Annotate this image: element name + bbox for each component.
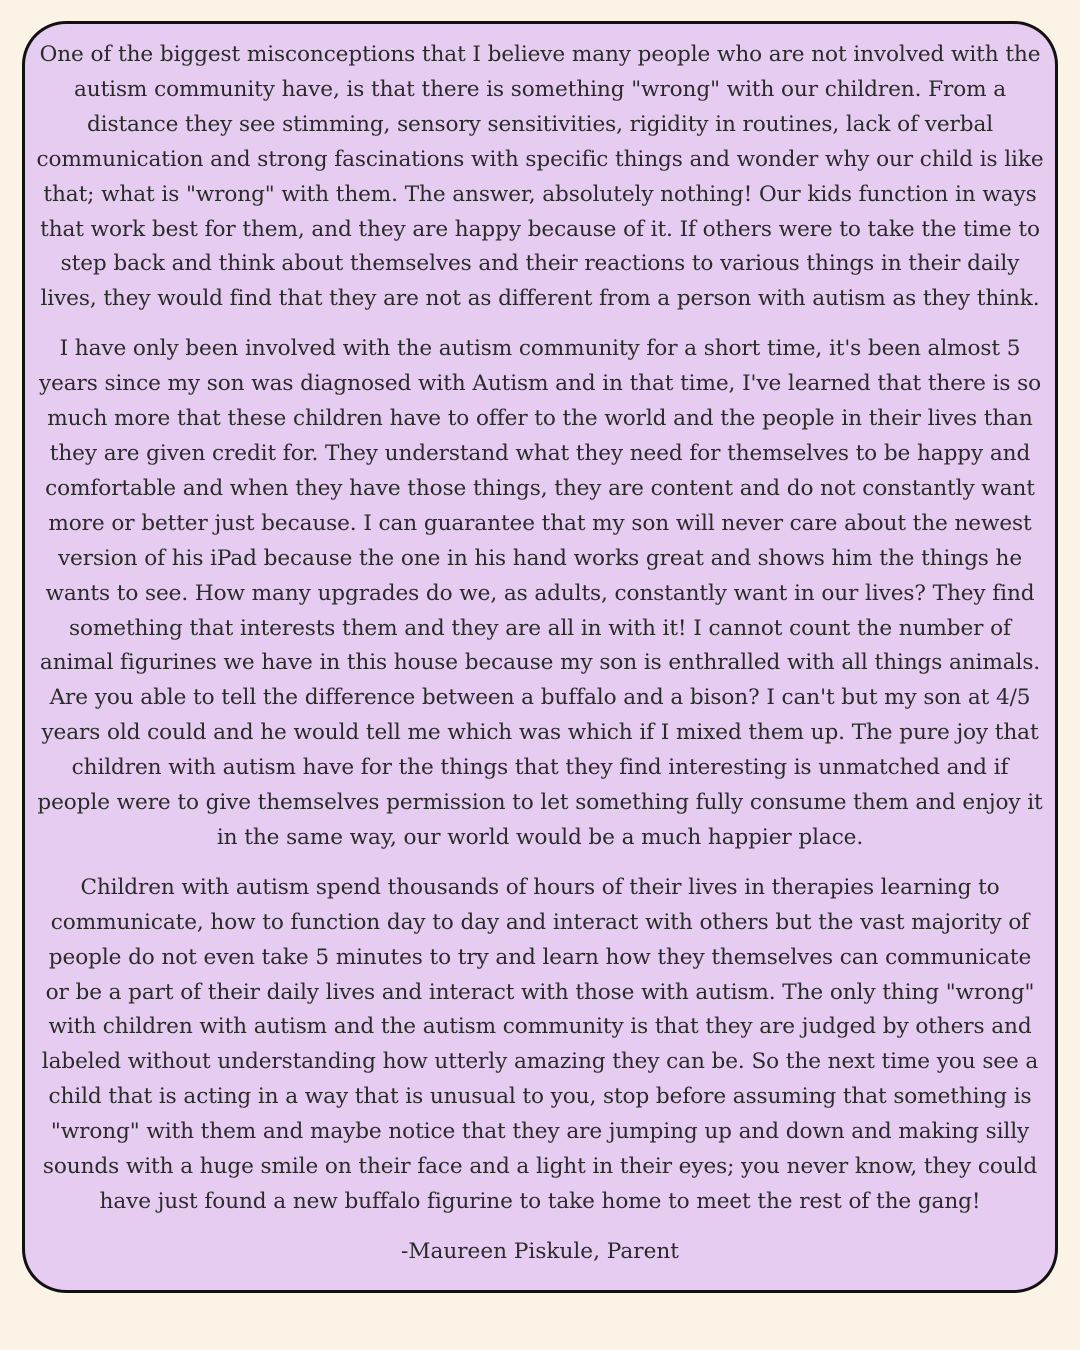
quote-paragraph-2: I have only been involved with the autism community for a short time, it's been almost 5 years since my son was diagnosed with Autism and in that time, I've learned that there is so much more that these children have to offer to the world and the people in their lives than they are given credit for. They understand what they need for themselves to be happy and comfortable and when they have those things, they are content and do not constantly want more or better just because. I can guarantee that my son will never care about the newest version of his iPad because the one in his hand works great and shows him the things he wants to see. How many upgrades do we, as adults, constantly want in our lives? They find something that interests them and they are all in with it! I cannot count the number of animal figurines we have in this house because my son is enthralled with all things animals. Are you able to tell the difference between a buffalo and a bison? I can't but my son at 4/5 years old could and he would tell me which was which if I mixed them up. The pure joy that children with autism have for the things that they find interesting is unmatched and if people were to give themselves permission to let something fully consume them and enjoy it in the same way, our world would be a much happier place. [37,336,1043,850]
quote-paragraph-1: One of the biggest misconceptions that I believe many people who are not involved with the autism community have, is that there is something "wrong" with our children. From a distance they see stimming, sensory sensitivities, rigidity in routines, lack of verbal communication and strong fascinations with specific things and wonder why our child is like that; what is "wrong" with them. The answer, absolutely nothing! Our kids function in ways that work best for them, and they are happy because of it. If others were to take the time to step back and think about themselves and their reactions to various things in their daily lives, they would find that they are not as different from a person with autism as they think. [36,42,1044,312]
quote-signature: -Maureen Piskule, Parent [401,1238,679,1264]
quote-card [22,21,1058,1293]
quote-paragraph-3: Children with autism spend thousands of hours of their lives in therapies learning to communicate, how to function day to day and interact with others but the vast majority of people do not even take 5 minutes to try and learn how they themselves can communicate or be a part of their daily lives and interact with those with autism. The only thing "wrong" with children with autism and the autism community is that they are judged by others and labeled without understanding how utterly amazing they can be. So the next time you see a child that is acting in a way that is unusual to you, stop before assuming that something is "wrong" with them and maybe notice that they are jumping up and down and making silly sounds with a huge smile on their face and a light in their eyes; you never know, they could have just found a new buffalo figurine to take home to meet the rest of the gang! [41,874,1039,1214]
